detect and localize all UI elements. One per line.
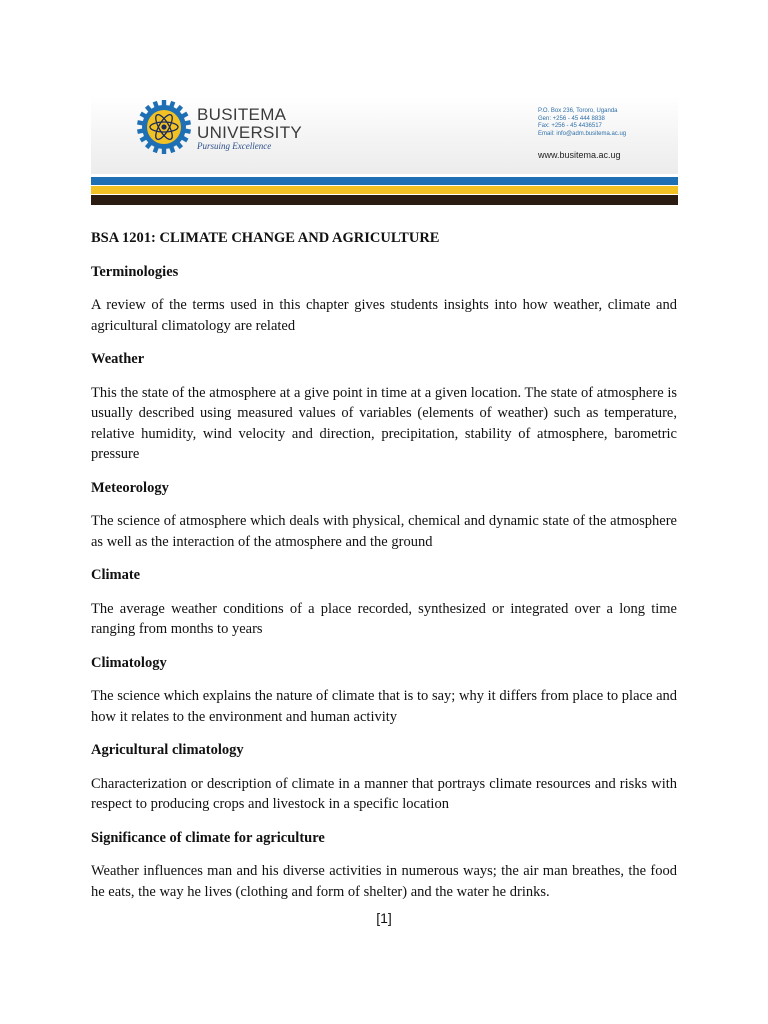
- section-text: The science which explains the nature of climate that is to say; why it differs from place to place and how it relates to the environment and human activity: [91, 688, 677, 725]
- university-logo-icon: [137, 100, 191, 154]
- university-name: [197, 106, 302, 142]
- section-text: A review of the terms used in this chapter gives students insights into how weather, climate and agricultural climatology are related: [91, 297, 677, 334]
- document-title: BSA 1201: CLIMATE CHANGE AND AGRICULTURE: [91, 230, 440, 246]
- stripe-dark: [91, 195, 678, 205]
- contact-phone: Gen: +256 - 45 444 8838: [538, 115, 605, 122]
- contact-email: Email: info@adm.busitema.ac.ug: [538, 130, 627, 137]
- section-heading: Weather: [91, 351, 145, 367]
- section-text: Characterization or description of climate in a manner that portrays climate resources and risks with respect to producing crops and livestock in a specific location: [91, 775, 677, 812]
- university-motto: Pursuing Excellence: [197, 141, 272, 151]
- section-heading: Significance of climate for agriculture: [91, 829, 325, 846]
- section-text: Weather influences man and his diverse activities in numerous ways; the air man breathes, the food he eats, the way he lives (clothing and form of shelter) and the water he drinks.: [91, 863, 677, 900]
- section-text: The average weather conditions of a place recorded, synthesized or integrated over a long time ranging from months to years: [91, 600, 677, 637]
- contact-fax: Fax: +256 - 45 4436517: [538, 123, 602, 129]
- section-heading: Agricultural climatology: [91, 742, 244, 758]
- stripe-yellow: [91, 186, 678, 194]
- letterhead: [91, 96, 678, 174]
- section-heading: Terminologies: [91, 263, 179, 280]
- university-name-line1: BUSITEMA: [197, 105, 287, 124]
- stripe-blue: [91, 177, 678, 185]
- section-heading: Meteorology: [91, 479, 169, 496]
- university-name-line2: UNIVERSITY: [197, 123, 303, 142]
- section-heading: Climate: [91, 567, 141, 583]
- page-number: [1]: [376, 910, 392, 926]
- contact-website: www.busitema.ac.ug: [538, 150, 621, 160]
- contact-block: [538, 108, 626, 138]
- letterhead-stripes: [91, 177, 678, 205]
- section-text: The science of atmosphere which deals with physical, chemical and dynamic state of the atmosphere as well as the interaction of the atmosphere and the ground: [91, 513, 677, 550]
- section-heading: Climatology: [91, 654, 167, 671]
- contact-address: P.O. Box 236, Tororo, Uganda: [538, 108, 618, 114]
- section-text: This the state of the atmosphere at a give point in time at a given location. The state of atmosphere is usually described using measured values of variables (elements of weather) such as temperature, relative humidity, wind velocity and direction, precipitation, stability of atmosphere, barometric pressure: [91, 384, 677, 462]
- document-body: [91, 228, 677, 915]
